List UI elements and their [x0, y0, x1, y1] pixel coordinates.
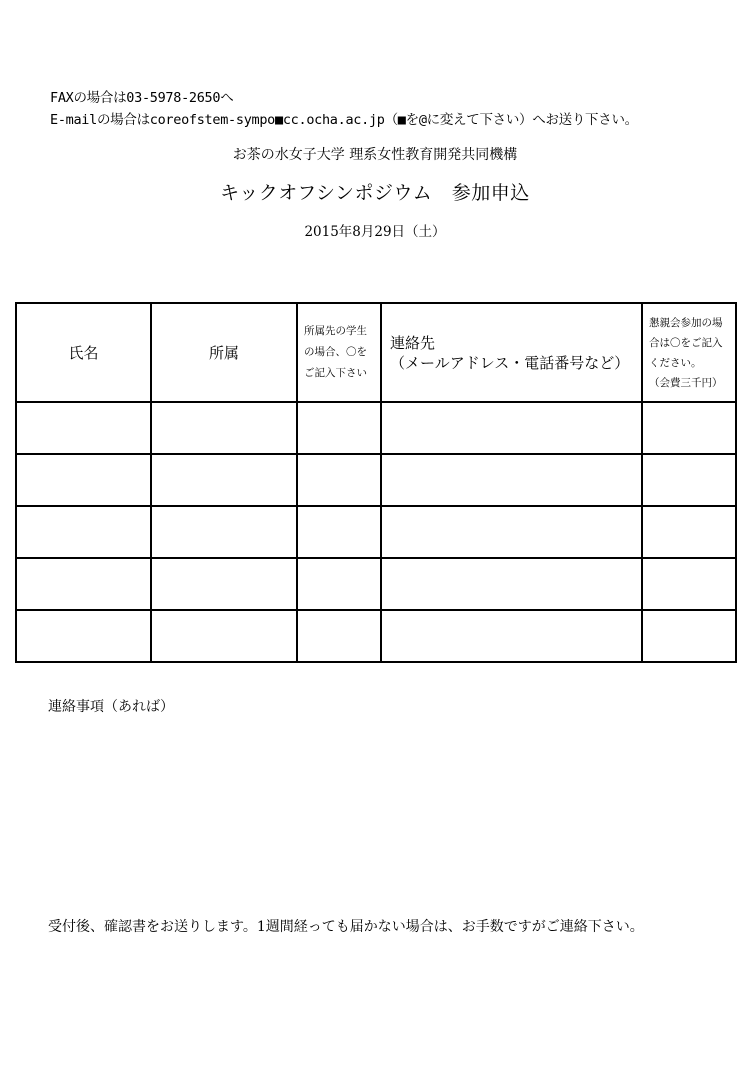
student-cell[interactable] — [297, 506, 381, 558]
table-row — [16, 558, 736, 610]
header-student-line: ご記入下さい — [304, 367, 367, 379]
header-name: 氏名 — [16, 303, 151, 402]
student-cell[interactable] — [297, 558, 381, 610]
party-cell[interactable] — [642, 506, 736, 558]
party-cell[interactable] — [642, 558, 736, 610]
table-row — [16, 454, 736, 506]
name-cell[interactable] — [16, 610, 151, 662]
organization-name: お茶の水女子大学 理系女性教育開発共同機構 — [232, 147, 518, 163]
affiliation-cell[interactable] — [151, 454, 297, 506]
contact-cell[interactable] — [381, 402, 642, 454]
event-date: 2015年8月29日（土） — [304, 224, 446, 240]
contact-cell[interactable] — [381, 558, 642, 610]
contact-cell[interactable] — [381, 610, 642, 662]
party-cell[interactable] — [642, 610, 736, 662]
name-cell[interactable] — [16, 506, 151, 558]
affiliation-cell[interactable] — [151, 402, 297, 454]
header-student-line: の場合、〇を — [304, 346, 367, 358]
header-contact-line: （メールアドレス・電話番号など） — [390, 353, 630, 372]
student-cell[interactable] — [297, 402, 381, 454]
header-party-line: （会費三千円） — [649, 376, 723, 389]
name-cell[interactable] — [16, 558, 151, 610]
header-party-line: ください。 — [649, 356, 702, 369]
party-cell[interactable] — [642, 454, 736, 506]
party-cell[interactable] — [642, 402, 736, 454]
notes-label: 連絡事項（あれば） — [48, 699, 174, 715]
table-row — [16, 610, 736, 662]
affiliation-cell[interactable] — [151, 610, 297, 662]
header-party-line: 合は〇をご記入 — [649, 336, 723, 349]
header-party — [642, 303, 736, 402]
header-affiliation: 所属 — [151, 303, 297, 402]
header-party-line: 懇親会参加の場 — [649, 316, 723, 329]
name-cell[interactable] — [16, 402, 151, 454]
footer-note: 受付後、確認書をお送りします。1週間経っても届かない場合は、お手数ですがご連絡下さい。 — [48, 919, 644, 935]
fax-instruction: FAXの場合は03-5978-2650へ — [50, 90, 234, 106]
student-cell[interactable] — [297, 454, 381, 506]
header-contact-line: 連絡先 — [390, 333, 436, 352]
header-student — [297, 303, 381, 402]
registration-table — [15, 302, 737, 663]
affiliation-cell[interactable] — [151, 558, 297, 610]
name-cell[interactable] — [16, 454, 151, 506]
header-contact — [381, 303, 642, 402]
table-row — [16, 402, 736, 454]
header-student-line: 所属先の学生 — [304, 325, 367, 337]
contact-cell[interactable] — [381, 454, 642, 506]
student-cell[interactable] — [297, 610, 381, 662]
page-title: キックオフシンポジウム 参加申込 — [220, 182, 530, 204]
table-header-row — [16, 303, 736, 402]
table-row — [16, 506, 736, 558]
contact-cell[interactable] — [381, 506, 642, 558]
email-instruction: E-mailの場合はcoreofstem-sympo■cc.ocha.ac.jp（■を@に変えて下さい）へお送り下さい。 — [50, 112, 638, 128]
affiliation-cell[interactable] — [151, 506, 297, 558]
